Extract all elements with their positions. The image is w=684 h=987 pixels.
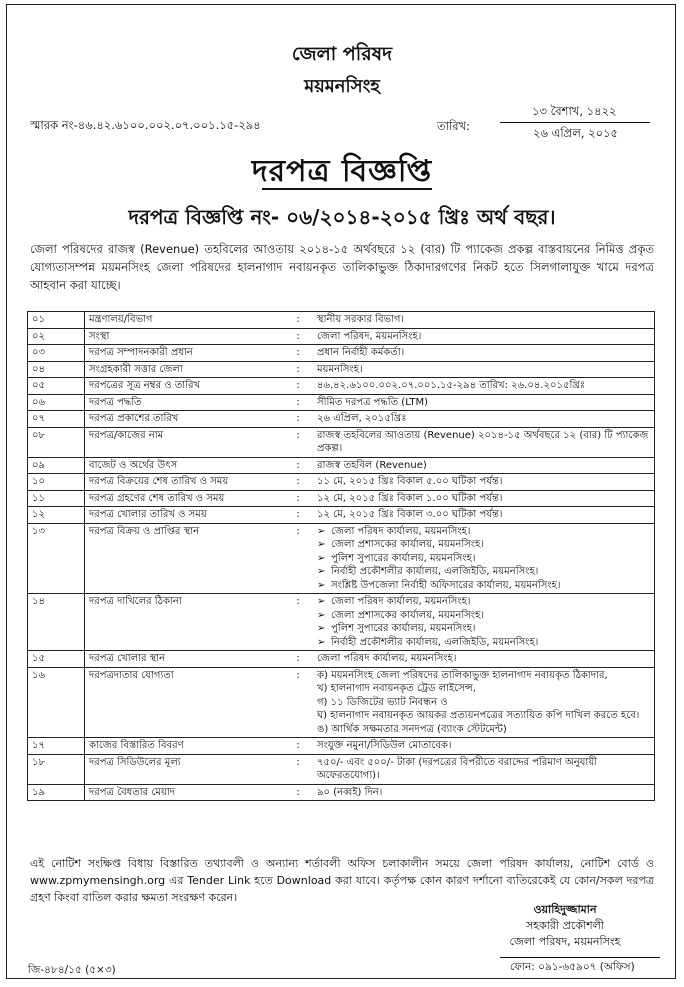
row-number: ০৫ — [28, 378, 85, 395]
list-item: ➢ জেলা প্রশাসকের কার্যালয়, ময়মনসিংহ। — [317, 609, 650, 623]
district-title: ময়মনসিংহ — [304, 76, 380, 97]
row-label: দরপত্র খোলার তারিখ ও সময় — [85, 507, 284, 524]
row-value: ৭৫০/- এবং ৫০০/- টাকা (দরপত্রের বিপরীতে বরাদ্দের পরিমাণ অনুযায়ী অফেরতযোগ্য)। — [313, 754, 655, 784]
row-label: দরপত্র সিডিউলের মূল্য — [85, 754, 284, 784]
row-value: ৯০ (নব্বই) দিন। — [313, 784, 655, 801]
row-separator: : — [283, 312, 313, 329]
row-value — [313, 523, 655, 594]
date-english: ২৬ এপ্রিল, ২০১৫ — [533, 126, 618, 140]
row-number: ১১ — [28, 490, 85, 507]
row-number: ০৬ — [28, 394, 85, 411]
row-label: দরপত্র খোলার স্থান — [85, 651, 284, 668]
signatory-office: জেলা পরিষদ, ময়মনসিংহ — [509, 935, 621, 948]
row-label: দরপত্র দাখিলের ঠিকানা — [85, 594, 284, 651]
row-separator: : — [283, 667, 313, 738]
table-row — [28, 784, 655, 801]
intro-paragraph: জেলা পরিষদের রাজস্ব (Revenue) তহবিলের আওতায় ২০১৪-১৫ অর্থবছরে ১২ (বার) টি প্যাকেজ প্রকল্প বাস্তবায়নের নিমিত্ত প্রকৃত যোগ্যতাসম্পন্ন ময়মনসিংহ জেলা পরিষদের হালনাগাদ নবায়নকৃত তালিকাভুক্ত ঠিকাদারগণের নিকট হতে সিলগালাযুক্ত খামে দরপত্র আহবান করা যাচ্ছে। — [30, 242, 654, 292]
row-separator: : — [283, 345, 313, 362]
row-separator: : — [283, 411, 313, 428]
table-row — [28, 328, 655, 345]
table-row — [28, 378, 655, 395]
row-number: ১৩ — [28, 523, 85, 594]
list-item: ➢ সংশ্লিষ্ট উপজেলা নির্বাহী অফিসারের কার্যালয়, ময়মনসিংহ। — [317, 579, 650, 593]
row-label: সংস্থা — [85, 328, 284, 345]
row-number: ০৯ — [28, 457, 85, 474]
row-separator: : — [283, 507, 313, 524]
row-label: দরপত্রদাতার যোগ্যতা — [85, 667, 284, 738]
row-label: দরপত্র বিক্রয়ের শেষ তারিখ ও সময় — [85, 474, 284, 491]
row-value: সংযুক্ত নমুনা/সিডিউল মোতাবেক। — [313, 738, 655, 755]
row-label: দরপত্র গ্রহণের শেষ তারিখ ও সময় — [85, 490, 284, 507]
table-row — [28, 427, 655, 457]
row-value: ১২ মে, ২০১৫ খ্রিঃ বিকাল ১.০০ ঘটিকা পর্যন্ত। — [313, 490, 655, 507]
table-row — [28, 457, 655, 474]
row-number: ০১ — [28, 312, 85, 329]
row-separator: : — [283, 394, 313, 411]
notice-title: দরপত্র বিজ্ঞপ্তি — [251, 154, 433, 189]
row-value — [313, 594, 655, 651]
row-value: রাজস্ব তহবিল (Revenue) — [313, 457, 655, 474]
footer-note: এই নোটিশ সংক্ষিপ্ত বিধায় বিস্তারিত তথ্যাবলী ও অন্যান্য শর্তাবলী অফিস চলাকালীন সময়ে জেলা পরিষদ কার্যালয়, নোটিশ বোর্ড ও www.zpmymensingh.org এর Tender Link হতে Download করা যাবে। কর্তৃপক্ষ কোন কারণ দর্শানো ব্যতিরেকেই যে কোন/সকল দরপত্র গ্রহণ কিংবা বাতিল করার ক্ষমতা সংরক্ষণ করেন। — [30, 857, 654, 904]
row-value: স্থানীয় সরকার বিভাগ। — [313, 312, 655, 329]
row-number: ০৭ — [28, 411, 85, 428]
row-separator: : — [283, 523, 313, 594]
table-row — [28, 345, 655, 362]
row-label: দরপত্র বিক্রয় ও প্রাপ্তির স্থান — [85, 523, 284, 594]
table-row — [28, 361, 655, 378]
row-label: দরপত্র/কাজের নাম — [85, 427, 284, 457]
signatory-name: ওয়াহিদুজ্জামান — [533, 903, 597, 916]
table-row — [28, 312, 655, 329]
row-label: দরপত্র সম্পাদনকারী প্রধান — [85, 345, 284, 362]
qualification-item: ক) ময়মনসিংহ জেলা পরিষদের তালিকাভুক্ত হালনাগাদ নবায়কৃত ঠিকাদার, — [317, 669, 608, 681]
row-label: সংগ্রহকারী সত্তার জেলা — [85, 361, 284, 378]
qualification-item: গ) ১১ ডিজিটের ভ্যাট নিবন্ধন ও — [317, 696, 448, 708]
list-item: ➢ জেলা প্রশাসকের কার্যালয়, ময়মনসিংহ। — [317, 538, 650, 552]
row-label: দরপত্র পদ্ধতি — [85, 394, 284, 411]
list-item: ➢ নির্বাহী প্রকৌশলীর কার্যালয়, এলজিইডি, ময়মনসিংহ। — [317, 636, 650, 650]
row-value: ময়মনসিংহ। — [313, 361, 655, 378]
date-divider — [500, 122, 650, 123]
row-label: কাজের বিস্তারিত বিবরণ — [85, 738, 284, 755]
row-separator: : — [283, 328, 313, 345]
date-label: তারিখ: — [437, 119, 471, 133]
table-row — [28, 754, 655, 784]
row-separator: : — [283, 474, 313, 491]
office-phone: ফোন: ০৯১-৬৫৯০৭ (অফিস) — [510, 961, 635, 973]
list-item: ➢ পুলিশ সুপারের কার্যালয়, ময়মনসিংহ। — [317, 552, 650, 566]
row-label: দরপত্র বৈধতার মেয়াদ — [85, 784, 284, 801]
notice-subtitle: দরপত্র বিজ্ঞপ্তি নং- ০৬/২০১৪-২০১৫ খ্রিঃ অর্থ বছর। — [128, 205, 556, 229]
row-label: দরপত্র প্রকাশের তারিখ — [85, 411, 284, 428]
table-row — [28, 394, 655, 411]
table-row — [28, 651, 655, 668]
qualification-item: ঙ) আর্থিক সক্ষমতার সনদপত্র (ব্যাংক স্টেটমেন্ট) — [317, 723, 507, 735]
row-separator: : — [283, 651, 313, 668]
row-number: ০২ — [28, 328, 85, 345]
row-number: ১৮ — [28, 754, 85, 784]
row-value: ২৬ এপ্রিল, ২০১৫খ্রিঃ — [313, 411, 655, 428]
row-separator: : — [283, 427, 313, 457]
list-item: ➢ জেলা পরিষদ কার্যালয়, ময়মনসিংহ। — [317, 525, 650, 539]
table-row — [28, 523, 655, 594]
table-row — [28, 507, 655, 524]
table-row — [28, 490, 655, 507]
row-value: জেলা পরিষদ, ময়মনসিংহ। — [313, 328, 655, 345]
row-separator: : — [283, 457, 313, 474]
publication-code: জি-৪৮৪/১৫ (৫×৩) — [28, 964, 116, 976]
row-value: প্রধান নির্বাহী কর্মকর্তা। — [313, 345, 655, 362]
signatory-designation: সহকারী প্রকৌশলী — [526, 919, 604, 932]
table-row — [28, 411, 655, 428]
list-item: ➢ পুলিশ সুপারের কার্যালয়, ময়মনসিংহ। — [317, 622, 650, 636]
row-separator: : — [283, 361, 313, 378]
signature-block — [470, 902, 660, 950]
row-value: জেলা পরিষদ কার্যালয়, ময়মনসিংহ। — [313, 651, 655, 668]
row-number: ১০ — [28, 474, 85, 491]
sale-places-list — [317, 525, 650, 593]
row-label: বাজেট ও অর্থের উৎস — [85, 457, 284, 474]
row-value: ১২ মে, ২০১৫ খ্রিঃ বিকাল ৩.০০ ঘটিকা পর্যন্ত। — [313, 507, 655, 524]
row-separator: : — [283, 594, 313, 651]
row-separator: : — [283, 738, 313, 755]
list-item: ➢ নির্বাহী প্রকৌশলীর কার্যালয়, এলজিইডি, ময়মনসিংহ। — [317, 565, 650, 579]
phone-divider — [500, 957, 660, 958]
memo-number: স্মারক নং-৪৬.৪২.৬১০০.০০২.০৭.০০১.১৫-২৯৪ — [30, 118, 261, 132]
row-value — [313, 667, 655, 738]
row-label: মন্ত্রণালয়/বিভাগ — [85, 312, 284, 329]
row-number: ০৮ — [28, 427, 85, 457]
row-number: ১৪ — [28, 594, 85, 651]
row-number: ০৪ — [28, 361, 85, 378]
list-item: ➢ জেলা পরিষদ কার্যালয়, ময়মনসিংহ। — [317, 595, 650, 609]
row-separator: : — [283, 784, 313, 801]
row-number: ১৯ — [28, 784, 85, 801]
title-underline — [262, 188, 432, 190]
row-label: দরপত্রের সূত্র নম্বর ও তারিখ — [85, 378, 284, 395]
row-separator: : — [283, 378, 313, 395]
row-number: ১৭ — [28, 738, 85, 755]
row-number: ১২ — [28, 507, 85, 524]
row-number: ০৩ — [28, 345, 85, 362]
row-value: ১১ মে, ২০১৫ খ্রিঃ বিকাল ৫.০০ ঘটিকা পর্যন্ত। — [313, 474, 655, 491]
row-separator: : — [283, 490, 313, 507]
table-row — [28, 738, 655, 755]
submission-places-list — [317, 595, 650, 649]
table-row — [28, 474, 655, 491]
table-row — [28, 594, 655, 651]
qualification-item: খ) হালনাগাদ নবায়নকৃত ট্রেড লাইসেন্স, — [317, 683, 476, 694]
row-value: ৪৬.৪২.৬১০০.০০২.০৭.০০১.১৫-২৯৪ তারিখ: ২৬.০৪.২০১৫খ্রিঃ — [313, 378, 655, 395]
tender-table — [27, 311, 655, 801]
row-value: সীমিত দরপত্র পদ্ধতি (LTM) — [313, 394, 655, 411]
row-number: ১৫ — [28, 651, 85, 668]
row-number: ১৬ — [28, 667, 85, 738]
org-title: জেলা পরিষদ — [291, 43, 393, 65]
row-value: রাজস্ব তহবিলের আওতায় (Revenue) ২০১৪-১৫ অর্থবছরে ১২ (বার) টি প্যাকেজ প্রকল্প। — [313, 427, 655, 457]
table-row — [28, 667, 655, 738]
date-bangla: ১৩ বৈশাখ, ১৪২২ — [532, 104, 617, 118]
qualification-item: ঘ) হালনাগাদ নবায়নকৃত আয়কর প্রত্যয়নপত্রের সত্যায়িত কপি দাখিল করতে হবে। — [317, 710, 640, 721]
row-separator: : — [283, 754, 313, 784]
